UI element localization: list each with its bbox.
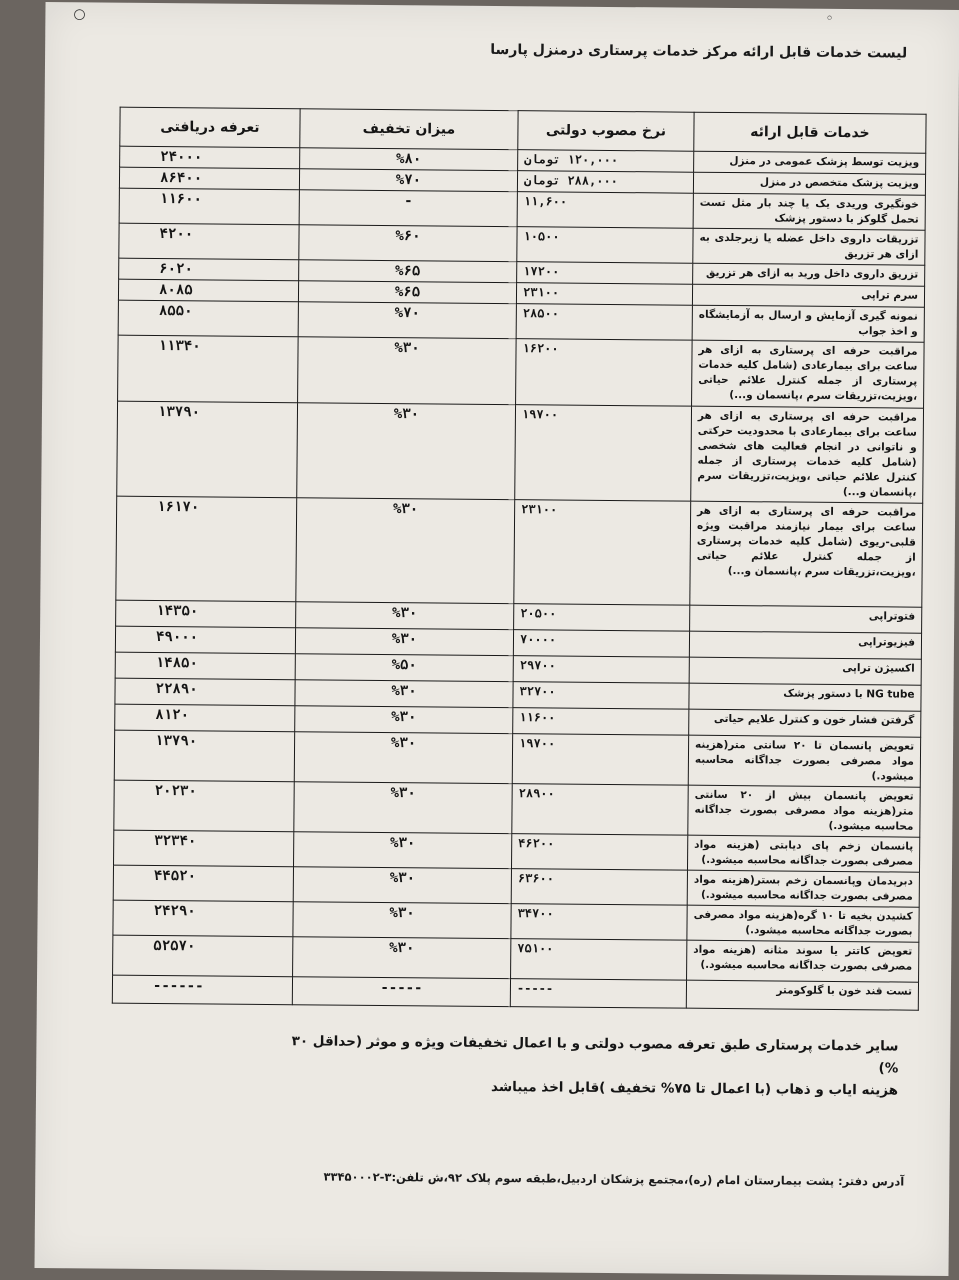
gov-rate-cell: ----- — [510, 979, 686, 1009]
fee-cell: ۴۴۵۲۰ — [113, 865, 293, 902]
office-address: آدرس دفتر: پشت بیمارستان امام (ره)،مجتمع پزشکان اردبیل،طبقه سوم پلاک ۹۲،ش تلفن:۳-۳۳۴۵۰۰۰۲ — [323, 1169, 905, 1189]
service-cell: مراقبت حرفه ای پرستاری به ازای هر ساعت برای بیمار نیازمند مراقبت ویژه قلبی-ریوی (شامل کلیه خدمات پرستاری از جمله کنترل علائم حیاتی ،ویزیت،تزریقات سرم ،پانسمان و...) — [690, 501, 923, 607]
discount-cell: %۳۰ — [297, 403, 516, 500]
discount-cell: %۳۰ — [296, 498, 515, 604]
fee-cell: ۱۴۳۵۰ — [116, 600, 296, 628]
gov-rate-cell: ۷۵۱۰۰ — [511, 939, 687, 981]
service-cell: گرفتن فشار خون و کنترل علایم حیاتی — [689, 709, 921, 737]
discount-cell: %۸۰ — [300, 148, 518, 171]
service-cell: خونگیری وریدی یک یا چند بار مثل تست تحمل گلوکز با دستور پزشک — [693, 193, 925, 230]
service-cell: دبریدمان وپانسمان زخم بستر(هزینه مواد مصرفی بصورت جداگانه محاسبه میشود.) — [687, 870, 919, 907]
fee-cell: ۶۰۲۰ — [119, 258, 299, 281]
fee-cell: ۸۵۵۰ — [118, 300, 298, 337]
service-cell: پانسمان زخم پای دیابتی (هزینه مواد مصرفی بصورت جداگانه محاسبه میشود.) — [687, 835, 919, 872]
services-table — [112, 107, 927, 1011]
discount-cell: %۶۰ — [299, 225, 517, 262]
gov-rate-cell: ۳۴۷۰۰ — [511, 904, 687, 941]
gov-rate-cell: ۲۳۱۰۰ — [514, 500, 691, 606]
service-cell: فیزیوتراپی — [689, 631, 921, 659]
gov-rate-cell: ۴۶۲۰۰ — [511, 834, 687, 871]
fee-cell: ۱۴۸۵۰ — [115, 652, 295, 680]
fee-cell: ------ — [112, 975, 292, 1005]
fee-cell: ۱۳۷۹۰ — [114, 730, 294, 782]
fee-cell: ۱۳۷۹۰ — [117, 401, 298, 498]
discount-cell: %۳۰ — [294, 832, 512, 869]
fee-cell: ۱۶۱۷۰ — [116, 496, 297, 602]
fee-cell: ۲۴۰۰۰ — [120, 146, 300, 169]
discount-cell: %۶۵ — [299, 260, 517, 283]
service-cell: نمونه گیری آزمایش و ارسال به آزمایشگاه و اخذ جواب — [692, 305, 924, 342]
service-cell: تعویض کاتتر یا سوند مثانه (هزینه مواد مصرفی بصورت جداگانه محاسبه میشود.) — [687, 940, 919, 982]
header-service: خدمات قابل ارائه — [694, 112, 926, 153]
discount-cell: %۳۰ — [293, 867, 511, 904]
discount-cell: %۵۰ — [295, 654, 513, 682]
fee-cell: ۵۲۵۷۰ — [113, 935, 293, 977]
gov-rate-cell: ۷۰۰۰۰ — [513, 630, 689, 658]
gov-rate-cell: ۱۰۵۰۰ — [517, 227, 693, 264]
gov-rate-cell: ۳۲۷۰۰ — [513, 682, 689, 710]
footnote-line-1: سایر خدمات پرستاری طبق تعرفه مصوب دولتی و با اعمال تخفیفات ویژه و موثر (حداقل ۳۰ %) — [291, 1033, 899, 1077]
gov-rate-cell: ۱۲۰,۰۰۰ تومان — [518, 150, 694, 173]
gov-rate-cell: ۲۹۷۰۰ — [513, 656, 689, 684]
gov-rate-cell: ۱۱,۶۰۰ — [517, 192, 693, 229]
table-row — [112, 975, 918, 1010]
page-title: لیست خدمات قابل ارائه مرکز خدمات پرستاری درمنزل پارسا — [490, 41, 908, 62]
service-cell: تزریق داروی داخل ورید به ازای هر تزریق — [693, 263, 925, 286]
service-cell: ویزیت توسط پزشک عمومی در منزل — [694, 151, 926, 174]
service-cell: تعویض پانسمان تا ۲۰ سانتی متر(هزینه مواد مصرفی بصورت جداگانه محاسبه میشود.) — [688, 735, 920, 787]
discount-cell: %۷۰ — [299, 169, 517, 192]
service-cell: تزریقات داروی داخل عضله یا زیرجلدی به ازای هر تزریق — [693, 228, 925, 265]
fee-cell: ۴۹۰۰۰ — [115, 626, 295, 654]
gov-rate-cell: ۲۸۵۰۰ — [516, 304, 692, 341]
service-cell: ویزیت پزشک متخصص در منزل — [693, 172, 925, 195]
discount-cell: ----- — [292, 977, 510, 1007]
fee-cell: ۸۰۸۵ — [118, 279, 298, 302]
gov-rate-cell: ۶۳۶۰۰ — [511, 869, 687, 906]
fee-cell: ۴۲۰۰ — [119, 223, 299, 260]
fee-cell: ۸۱۲۰ — [115, 704, 295, 732]
fee-cell: ۱۱۳۴۰ — [118, 335, 299, 403]
gov-rate-cell: ۱۷۲۰۰ — [517, 262, 693, 285]
discount-cell: %۳۰ — [298, 337, 517, 405]
discount-cell: %۶۵ — [298, 281, 516, 304]
service-cell: تست قند خون با گلوکومتر — [686, 980, 918, 1010]
table-row — [116, 496, 923, 607]
footnote — [278, 1030, 899, 1101]
discount-cell: %۷۰ — [298, 302, 516, 339]
document-page — [34, 2, 959, 1276]
hole-mark-icon: ◦ — [825, 10, 834, 27]
gov-rate-cell: ۲۸۹۰۰ — [512, 784, 688, 836]
hole-mark-icon: ○ — [73, 6, 86, 23]
service-cell: اکسیژن تراپی — [689, 657, 921, 685]
discount-cell: %۳۰ — [293, 902, 511, 939]
discount-cell: %۳۰ — [295, 706, 513, 734]
discount-cell: %۳۰ — [293, 937, 511, 979]
discount-cell: %۳۰ — [296, 602, 514, 630]
services-table-wrapper — [112, 107, 926, 1011]
footnote-line-2: هزینه ایاب و ذهاب (با اعمال تا ۷۵% تخفیف )قابل اخذ میباشد — [491, 1078, 899, 1099]
fee-cell: ۲۰۲۳۰ — [114, 780, 294, 832]
discount-cell: - — [299, 190, 517, 227]
service-cell: NG tube با دستور پزشک — [689, 683, 921, 711]
table-row — [114, 780, 920, 837]
fee-cell: ۳۲۳۴۰ — [114, 830, 294, 867]
gov-rate-cell: ۲۰۵۰۰ — [514, 604, 690, 632]
header-fee: تعرفه دریافتی — [120, 107, 300, 148]
gov-rate-cell: ۱۹۷۰۰ — [515, 405, 692, 502]
service-cell: مراقبت حرفه ای پرستاری به ازای هر ساعت برای بیمارعادی با محدودیت حرکتی و ناتوانی در انجام فعالیت های شخصی (شامل کلیه خدمات پرستاری از جمله کنترل علائم حیاتی ،ویزیت،تزریقات سرم ،پانسمان و...) — [691, 406, 924, 503]
header-gov-rate: نرخ مصوب دولتی — [518, 111, 694, 152]
fee-cell: ۱۱۶۰۰ — [119, 188, 299, 225]
table-row — [113, 935, 919, 982]
gov-rate-cell: ۱۹۷۰۰ — [512, 734, 688, 786]
service-cell: سرم تراپی — [692, 284, 924, 307]
table-row — [118, 335, 925, 408]
service-cell: کشیدن بخیه تا ۱۰ گره(هزینه مواد مصرفی بصورت جداگانه محاسبه میشود.) — [687, 905, 919, 942]
discount-cell: %۳۰ — [294, 732, 512, 784]
fee-cell: ۸۶۴۰۰ — [119, 167, 299, 190]
service-cell: مراقبت حرفه ای پرستاری به ازای هر ساعت برای بیمارعادی (شامل کلیه خدمات پرستاری از جمله کنترل علائم حیاتی ،ویزیت،تزریقات سرم ،پانسمان و...) — [692, 340, 925, 408]
service-cell: تعویض پانسمان بیش از ۲۰ سانتی متر(هزینه مواد مصرفی بصورت جداگانه محاسبه میشود.) — [688, 785, 920, 837]
header-discount: میزان تخفیف — [300, 109, 518, 150]
discount-cell: %۳۰ — [294, 782, 512, 834]
gov-rate-cell: ۲۸۸,۰۰۰ تومان — [517, 171, 693, 194]
fee-cell: ۲۲۸۹۰ — [115, 678, 295, 706]
gov-rate-cell: ۱۶۲۰۰ — [516, 339, 693, 407]
service-cell: فتوتراپی — [690, 605, 922, 633]
discount-cell: %۳۰ — [295, 680, 513, 708]
table-row — [114, 730, 920, 787]
gov-rate-cell: ۱۱۶۰۰ — [513, 708, 689, 736]
discount-cell: %۳۰ — [295, 628, 513, 656]
table-row — [117, 401, 924, 503]
gov-rate-cell: ۲۳۱۰۰ — [516, 283, 692, 306]
fee-cell: ۲۴۲۹۰ — [113, 900, 293, 937]
